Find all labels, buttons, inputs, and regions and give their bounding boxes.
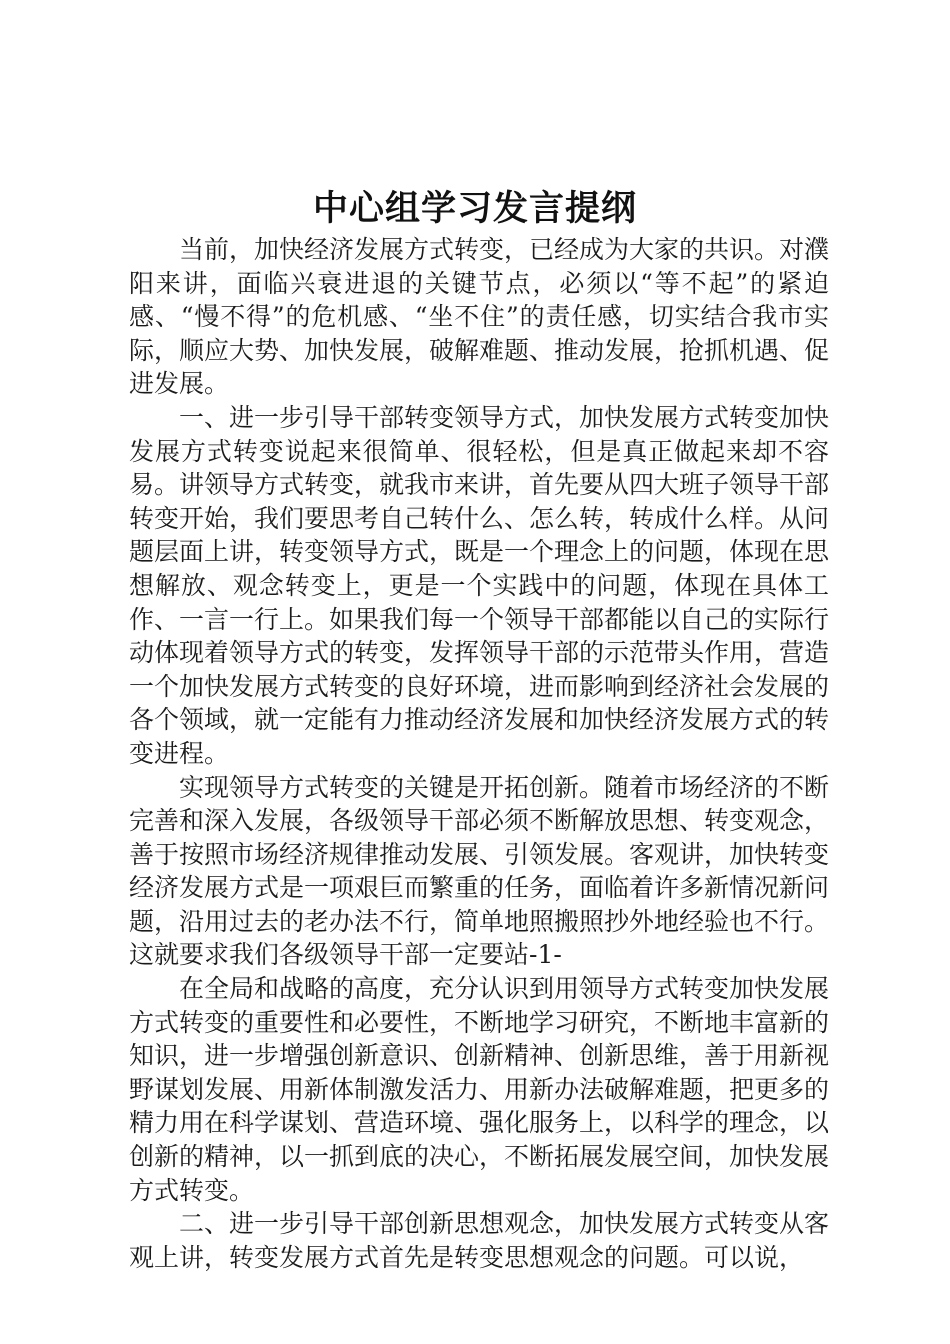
paragraph: 当前，加快经济发展方式转变，已经成为大家的共识。对濮阳来讲，面临兴衰进退的关键节点，必须以“等不起”的紧迫感、“慢不得”的危机感、“坐不住”的责任感，切实结合我市实际，顺应大势、加快发展，破解难题、推动发展，抢抓机遇、促进发展。 bbox=[129, 235, 830, 399]
paragraph: 在全局和战略的高度，充分认识到用领导方式转变加快发展方式转变的重要性和必要性，不断地学习研究，不断地丰富新的知识，进一步增强创新意识、创新精神、创新思维，善于用新视野谋划发展、用新体制激发活力、用新办法破解难题，把更多的精力用在科学谋划、营造环境、强化服务上，以科学的理念，以创新的精神，以一抓到底的决心，不断拓展发展空间，加快发展方式转变。 bbox=[129, 974, 830, 1205]
paragraph: 一、进一步引导干部转变领导方式，加快发展方式转变加快发展方式转变说起来很简单、很轻松，但是真正做起来却不容易。讲领导方式转变，就我市来讲，首先要从四大班子领导干部转变开始，我们要思考自己转什么、怎么转，转成什么样。从问题层面上讲，转变领导方式，既是一个理念上的问题，体现在思想解放、观念转变上，更是一个实践中的问题，体现在具体工作、一言一行上。如果我们每一个领导干部都能以自己的实际行动体现着领导方式的转变，发挥领导干部的示范带头作用，营造一个加快发展方式转变的良好环境，进而影响到经济社会发展的各个领域，就一定能有力推动经济发展和加快经济发展方式的转变进程。 bbox=[129, 402, 830, 768]
document-body bbox=[129, 233, 829, 1274]
paragraph: 二、进一步引导干部创新思想观念，加快发展方式转变从客观上讲，转变发展方式首先是转变思想观念的问题。可以说， bbox=[129, 1209, 830, 1272]
paragraph: 实现领导方式转变的关键是开拓创新。随着市场经济的不断完善和深入发展，各级领导干部必须不断解放思想、转变观念，善于按照市场经济规律推动发展、引领发展。客观讲，加快转变经济发展方式是一项艰巨而繁重的任务，面临着许多新情况新问题，沿用过去的老办法不行，简单地照搬照抄外地经验也不行。这就要求我们各级领导干部一定要站-1- bbox=[129, 772, 830, 970]
document-title: 中心组学习发言提纲 bbox=[312, 188, 637, 229]
